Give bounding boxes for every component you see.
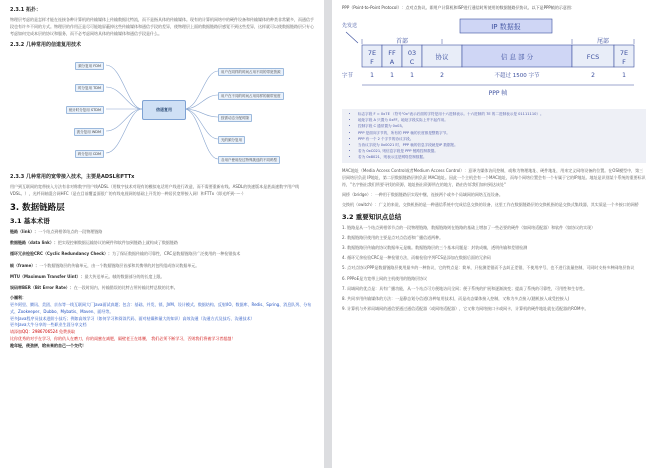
term-definition: 把实现控制数据运输协议的硬件和软件加到链路上就构成了数据链路 bbox=[57, 240, 178, 246]
promo-line: 比你优秀的对手在学习，你的仇人在磨刀，你的闺蜜在减肥，隔壁老王在练腰， 我们必须不断学习，否则我们将被学习者超越！ bbox=[10, 336, 236, 342]
mind-node-cdm: 码分复用 CDM bbox=[75, 150, 104, 158]
key-point: 3. 数据链路层传输的协议数据单元是帧。数据链路层的三个基本问题是：封装成帧，透明传输和差错检测 bbox=[342, 245, 528, 251]
frame-field-label: FF bbox=[388, 49, 396, 57]
key-point: 5. 点对点协议PPP是数据链路层使用最多的一种协议，它的特点是：简单，只检测差错而不去纠正差错，不使用序号，也不进行流量控制，可同时支持多种网络层协议 bbox=[342, 265, 635, 271]
section-2-3-3-title: 2.3.3 几种常用的宽带接入技术，主要是ADSL和FTTx bbox=[10, 173, 135, 180]
header-label: 首部 bbox=[395, 38, 409, 45]
byte-count: 1 bbox=[622, 72, 626, 79]
section-3-title: 3. 数据链路层 bbox=[10, 203, 65, 214]
key-point: 8. 共同享用传输媒体的方法：一是静态划分信道(各种复用技术)，而是动态媒体接入控制，又称为多点接入(随机接入或受控接入) bbox=[342, 296, 570, 302]
byte-count: 1 bbox=[410, 72, 414, 79]
key-point: 6. PPPoE是为宽带上网的主机使用的链路层协议 bbox=[342, 275, 428, 281]
promo-line: 更多Java大牛分享的一些职业生涯分享文档 bbox=[10, 322, 87, 328]
term-definition: 最大传送单元。帧的数据部分的的长度上限。 bbox=[84, 273, 165, 279]
frame-field-sub: A bbox=[389, 58, 395, 66]
frame-field-label: 协议 bbox=[435, 53, 449, 61]
term-label: 循环冗余检验CRC（Cyclic Redundancy Check）： bbox=[10, 251, 113, 257]
frame-field-sub: F bbox=[622, 58, 626, 66]
terms-list bbox=[10, 228, 314, 291]
mind-node-wdm: 波分复用 WDM bbox=[74, 128, 104, 136]
term-definition: 为了保证数据传输的可靠性，CRC是数据链路层广泛使用的一种检错技术 bbox=[112, 251, 241, 257]
term-item bbox=[10, 250, 314, 257]
ppp-note: • 当协议字段为 0x0021 时，PPP 帧的信息字段就是IP 数据报。 bbox=[358, 142, 638, 148]
promo-line: 小福利： bbox=[10, 295, 26, 301]
term-item bbox=[10, 239, 314, 246]
mind-node-fdm: 频分复用 FDM bbox=[75, 62, 104, 70]
tail-label: 尾部 bbox=[596, 38, 610, 45]
send-first-label: 先发送 bbox=[342, 23, 358, 29]
promo-line: 更多Java程序员技术进阶小技巧；例如高效学习（如何学习和阅读代码、面对枯燥和量大的知识）高效沟通（沟通方式及技巧、沟通技术） bbox=[10, 315, 255, 321]
key-points-list bbox=[342, 224, 646, 313]
frame-field-sub: C bbox=[409, 58, 415, 66]
term-item bbox=[10, 273, 314, 280]
section-2-3-3-body: 用户到互联网的宽带接入方法有非对称数字用户线ADSL（用数字技术对现有的模拟电话用户线进行改造，而不需要重新布线。ASDL的快速版本是甚高速数字用户线VDSL。），光纤同轴混合网HFC（是在目前覆盖面很广的有线电视网的基础上开发的一种居民宽带接入网）和FTTx（即光纤到······） bbox=[10, 183, 300, 196]
term-label: 数据链路（data link）： bbox=[10, 240, 58, 246]
frame-field-label: FCS bbox=[586, 53, 600, 61]
section-2-3-1-title: 2.3.1 拓扑： bbox=[10, 7, 41, 13]
switch-para: 交换机（switch）：广义的来说，交换机指的是一种通信系统中完成信息交换的设备，这里工作在数据链路层的交换机指的是交换式集线器，其实质是一个多接口的网桥 bbox=[342, 202, 639, 208]
ppp-note: • PPP 是面向字节的，所有的 PPP 帧的长度都是整数字节。 bbox=[358, 130, 638, 136]
right-page bbox=[332, 0, 656, 468]
ppp-note: • 控制字段 C 通常置为 0x03。 bbox=[358, 123, 638, 129]
byte-counts bbox=[370, 71, 626, 79]
mind-node-stdm-desc: 按需动态分配时隙 bbox=[218, 114, 252, 122]
promo-line: 更多阿里、腾讯、美团、京东等一线互联网大厂Java面试真题；包含：基础、并发、锁、JVM、设计模式、数据结构、反射/IO、数据库、Redis、Spring、消息队列、分布式、Zookeeper、Dubbo、Mybatis、Maven、面经等。 bbox=[10, 302, 312, 314]
term-label: 帧（frame）： bbox=[10, 262, 40, 268]
byte-count: 1 bbox=[370, 72, 374, 79]
key-point: 4. 循环冗余检验CRC是一种检错方法，而帧检验序列FCS是添加在数据后面的冗余码 bbox=[342, 255, 491, 261]
left-page bbox=[0, 0, 324, 468]
term-item bbox=[10, 228, 314, 235]
term-definition: 一个数据链路层的传输单元，由一个数据链路层首部和其携带的封包所组成协议数据单元。 bbox=[39, 262, 200, 268]
term-label: 误码率BER（Bit Error Rate）： bbox=[10, 285, 74, 291]
frame-field-label: 7E bbox=[619, 49, 629, 57]
term-label: MTU（Maximum Transfer Uint）： bbox=[10, 273, 85, 279]
mind-node-tdm: 时分复用 TDM bbox=[75, 84, 104, 92]
mind-node-fdm-desc: 用户在同样的时间占用不同的带宽资源 bbox=[218, 68, 284, 76]
ppp-note: • 地址字段 A 只置为 0xFF。地址字段实际上并不起作用。 bbox=[358, 117, 638, 123]
term-label: 链路（link）： bbox=[10, 229, 39, 235]
mind-node-tdm-desc: 用户在不同的时间占用同样的频带宽度 bbox=[218, 92, 284, 100]
ppp-note: • 若为 0x8021，则表示这是网络控制数据。 bbox=[358, 154, 638, 160]
section-3-2-title: 3.2 重要知识点总结 bbox=[342, 212, 402, 221]
multiplexing-mind-map bbox=[10, 51, 314, 169]
section-3-1-title: 3.1 基本术语 bbox=[10, 217, 50, 226]
key-point: 7. 局域网的优点是：具有广播功能，从一个站点可方便地访问全网；便于系统的扩展和逐渐演变；提高了系统的可靠性，可用性和生存性。 bbox=[342, 285, 588, 291]
section-2-3-1-body: 物理层考虑的是怎样才能在连接各种计算机的传输媒体上传输数据比特流，而不是指具体的传输媒体。现有的计算机网络中的硬件设备和传输媒体的种类非常繁多，而通信手段也有许多不同的方式。物理层的作用正是尽可能地屏蔽掉这些传输媒体和通信手段的差异，使物理层上面的数据链路层感觉不到这些差异，这样就可以使数据链路层只专心考虑如何完成本层的协议和服务，而不必考虑网络具体的传输媒体和通信手段是什么。 bbox=[10, 17, 314, 37]
key-point: 2. 数据链路层使用的主要是点对点信道和广播信道两种。 bbox=[342, 234, 444, 240]
ppp-intro: PPP（Point-to-Point Protocol）：点对点协议。即用户计算机和ISP进行通信时所使用的数据链路层协议。以下是PPP帧的示意图： bbox=[342, 5, 575, 10]
promo-line: 趁年轻，使劲拼，给未来的自己一个交代！ bbox=[10, 342, 86, 348]
term-item bbox=[10, 284, 314, 291]
mind-node-cdm-desc: 各用户使用经过特殊挑选的不同码型 bbox=[218, 156, 280, 164]
byte-count: 1 bbox=[390, 72, 394, 79]
section-2-3-2-title: 2.3.2 几种常用的信道复用技术 bbox=[10, 41, 81, 48]
promo-block bbox=[10, 295, 314, 349]
ppp-frame-diagram bbox=[342, 13, 646, 105]
promo-line: 请添加QQ：2986706524 免费获取 bbox=[10, 329, 76, 335]
term-definition: 一个结点到相邻结点的一段物理链路 bbox=[38, 229, 103, 235]
mind-node-stdm: 统计时分复用 STDM bbox=[66, 106, 104, 114]
frame-field-sub: F bbox=[370, 58, 374, 66]
byte-count: 不超过 1500 字节 bbox=[494, 73, 540, 79]
ppp-note: • 标志字段 F = 0x7E （符号"0x"表示后面的字符是用十六进制表示。十六进制的 7E 的二进制表示是 01111110）。 bbox=[358, 111, 638, 117]
byte-count: 2 bbox=[591, 72, 595, 79]
term-item bbox=[10, 262, 314, 269]
ppp-note: • 若为 0xC021, 则信息字段是 PPP 链路控制数据。 bbox=[358, 148, 638, 154]
mind-node-wdm-desc: 光的频分复用 bbox=[218, 136, 245, 144]
frame-field-label: 7E bbox=[367, 49, 377, 57]
mind-map-center: 信道复用 bbox=[142, 100, 186, 120]
ip-datagram-label: IP 数据报 bbox=[491, 23, 521, 31]
ppp-field-notes bbox=[342, 109, 646, 163]
ppp-frame-svg bbox=[342, 13, 646, 105]
mac-address-para: MAC地址（Media Access Control或者Medium Access Control）：意译为媒体访问控制，或称为物理地址、硬件地址，用来定义网络设备的位置。在OSI模型中，第三层网络层负责 IP地址，第二层数据链路层则负责 MAC地址。因此一个主机会有一个MAC地址，而每个网络位置会有一个专属于它的IP地址。地址是识别某个系统的重要标识符，"名字指出我们所要寻找的资源，地址指出资源所在的地方，路由告诉我们如何到达该处" bbox=[342, 167, 646, 188]
byte-count: 2 bbox=[440, 72, 444, 79]
frame-field-label: 信 息 部 分 bbox=[500, 53, 534, 61]
term-definition: 在一段时间内，传输错误的比特占所传输比特总数的比率。 bbox=[73, 285, 178, 291]
key-point: 9. 计算机与外界局域网的通信要通过通信适配器（或网络适配器），它又称为网络接口卡或网卡，计算机的硬件地址就在适配器的ROM中。 bbox=[342, 306, 589, 312]
key-point: 1. 链路是从一个结点到相邻节点的一段物理链路，数据链路则在链路的基础上增加了一些必要的硬件（如网络适配器）和软件（如协议的实现） bbox=[342, 224, 596, 230]
frame-field-label: 03 bbox=[407, 49, 417, 57]
ppp-note: • PPP 有一个 2 个字节的协议字段。 bbox=[358, 136, 638, 142]
frame-fields bbox=[362, 45, 634, 67]
bridge-para: 网桥（bridge）：一种用于数据链路层实现中继，连接两个或多个局域网的网络互连设备。 bbox=[342, 192, 503, 198]
bytes-label: 字节 bbox=[342, 73, 354, 79]
ppp-frame-label: PPP 帧 bbox=[488, 90, 508, 97]
